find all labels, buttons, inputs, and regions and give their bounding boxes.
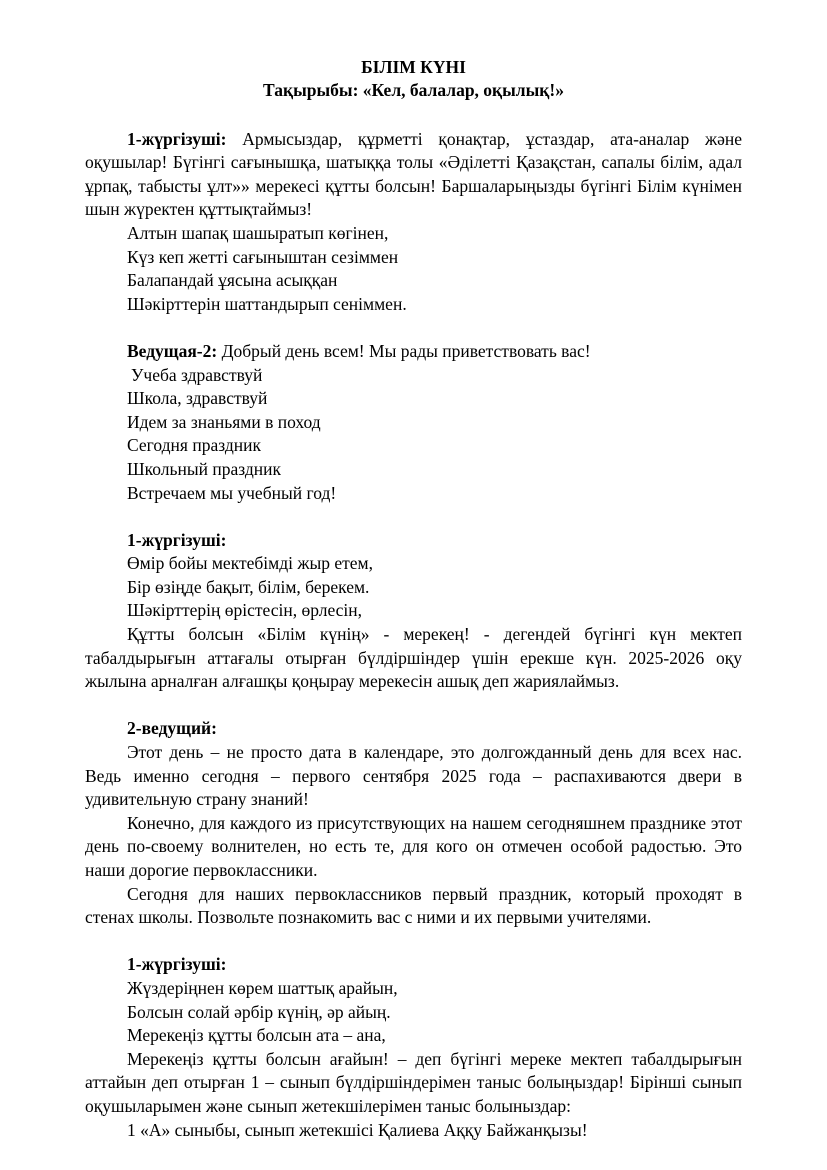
section-4-role-label: 2-ведущий: [127, 718, 217, 739]
section-2-verse-line: Сегодня праздник [127, 435, 261, 456]
section-2-intro-text: Добрый день всем! Мы рады приветствовать вас! [217, 340, 591, 361]
spacer [85, 694, 742, 718]
section-3-verse-line: Бір өзіңде бақыт, білім, берекем. [127, 576, 370, 597]
section-5-closing-line: 1 «А» сыныбы, сынып жетекшісі Қалиева Аққу Байжанқызы! [127, 1119, 588, 1140]
spacer [85, 930, 742, 954]
section-4-paragraph: Сегодня для наших первоклассников первый праздник, который проходят в стенах школы. Позвольте познакомить вас с ними и их первыми учителями. [85, 883, 742, 928]
section-3-verse-line: Шәкірттерің өрістесін, өрлесін, [127, 600, 363, 621]
section-2 [85, 340, 742, 505]
section-2-verse-line: Встречаем мы учебный год! [127, 482, 337, 503]
section-4-paragraph: Этот день – не просто дата в календаре, это долгожданный день для всех нас. Ведь именно сегодня – первого сентября 2025 года – распахиваются двери в удивительную страну знаний! [85, 742, 742, 810]
section-2-verse-line: Школа, здравствуй [127, 388, 268, 409]
section-4-role-line [85, 717, 742, 741]
spacer [85, 316, 742, 340]
section-4-paragraph: Конечно, для каждого из присутствующих на нашем сегодняшнем празднике этот день по-своему волнителен, но есть те, для кого он отмечен особой радостью. Это наши дорогие первоклассники. [85, 812, 742, 880]
section-5-role-line [85, 953, 742, 977]
section-5-verse-line: Жүздеріңнен көрем шаттық арайын, [127, 977, 398, 998]
section-1 [85, 128, 742, 317]
section-3-verse-line: Өмір бойы мектебімді жыр етем, [127, 553, 373, 574]
section-5 [85, 953, 742, 1142]
section-2-intro-paragraph [85, 340, 742, 364]
section-2-verse-line: Школьный праздник [127, 458, 281, 479]
section-5-paragraph: Мерекеңіз құтты болсын ағайын! – деп бүгінгі мереке мектеп табалдырығын аттайын деп отырған 1 – сынып бүлдіршіндерімен таныс болыңыздар! Бірінші сынып оқушыларымен және сынып жетекшілерімен таныс болыныздар: [85, 1048, 742, 1116]
section-1-role-label: 1-жүргізуші: [127, 128, 227, 149]
section-1-verse-line: Шәкірттерін шаттандырып сеніммен. [127, 293, 407, 314]
section-3-role-line [85, 529, 742, 553]
section-3 [85, 529, 742, 694]
section-3-role-label: 1-жүргізуші: [127, 529, 227, 550]
section-4 [85, 717, 742, 929]
section-2-verse-line: Учеба здравствуй [131, 364, 263, 385]
page-subtitle: Тақырыбы: «Кел, балалар, оқылық!» [263, 80, 564, 100]
spacer [85, 104, 742, 128]
spacer [85, 505, 742, 529]
section-1-intro-text: Армысыздар, құрметті қонақтар, ұстаздар, ата-аналар және оқушылар! Бүгінгі сағынышқа, шатыққа толы «Әділетті Қазақстан, сапалы білім, адал ұрпақ, табысты ұлт»» мерекесі құтты болсын! Баршаларыңызды бүгінгі Білім күнімен шын жүректен құттықтаймыз! [85, 128, 742, 220]
section-5-role-label: 1-жүргізуші: [127, 954, 227, 975]
section-3-paragraph: Құтты болсын «Білім күнің» - мерекең! - дегендей бүгінгі күн мектеп табалдырығын аттағалы отырған бүлдіршіндер үшін ерекше күн. 2025-2026 оқу жылына арналған алғашқы қоңырау мерекесін ашық деп жариялаймыз. [85, 624, 742, 692]
section-5-verse-line: Болсын солай әрбір күнің, әр айың. [127, 1001, 391, 1022]
section-1-intro-paragraph [85, 128, 742, 222]
section-1-verse-line: Күз кеп жетті сағыныштан сезіммен [127, 246, 399, 267]
section-2-verse-line: Идем за знаньями в поход [127, 411, 321, 432]
page-title: БІЛІМ КҮНІ [361, 57, 466, 77]
section-1-verse-line: Балапандай ұясына асыққан [127, 270, 338, 291]
section-5-verse-line: Мерекеңіз құтты болсын ата – ана, [127, 1025, 386, 1046]
section-2-role-label: Ведущая-2: [127, 340, 218, 361]
section-1-verse-line: Алтын шапақ шашыратып көгінен, [127, 222, 389, 243]
